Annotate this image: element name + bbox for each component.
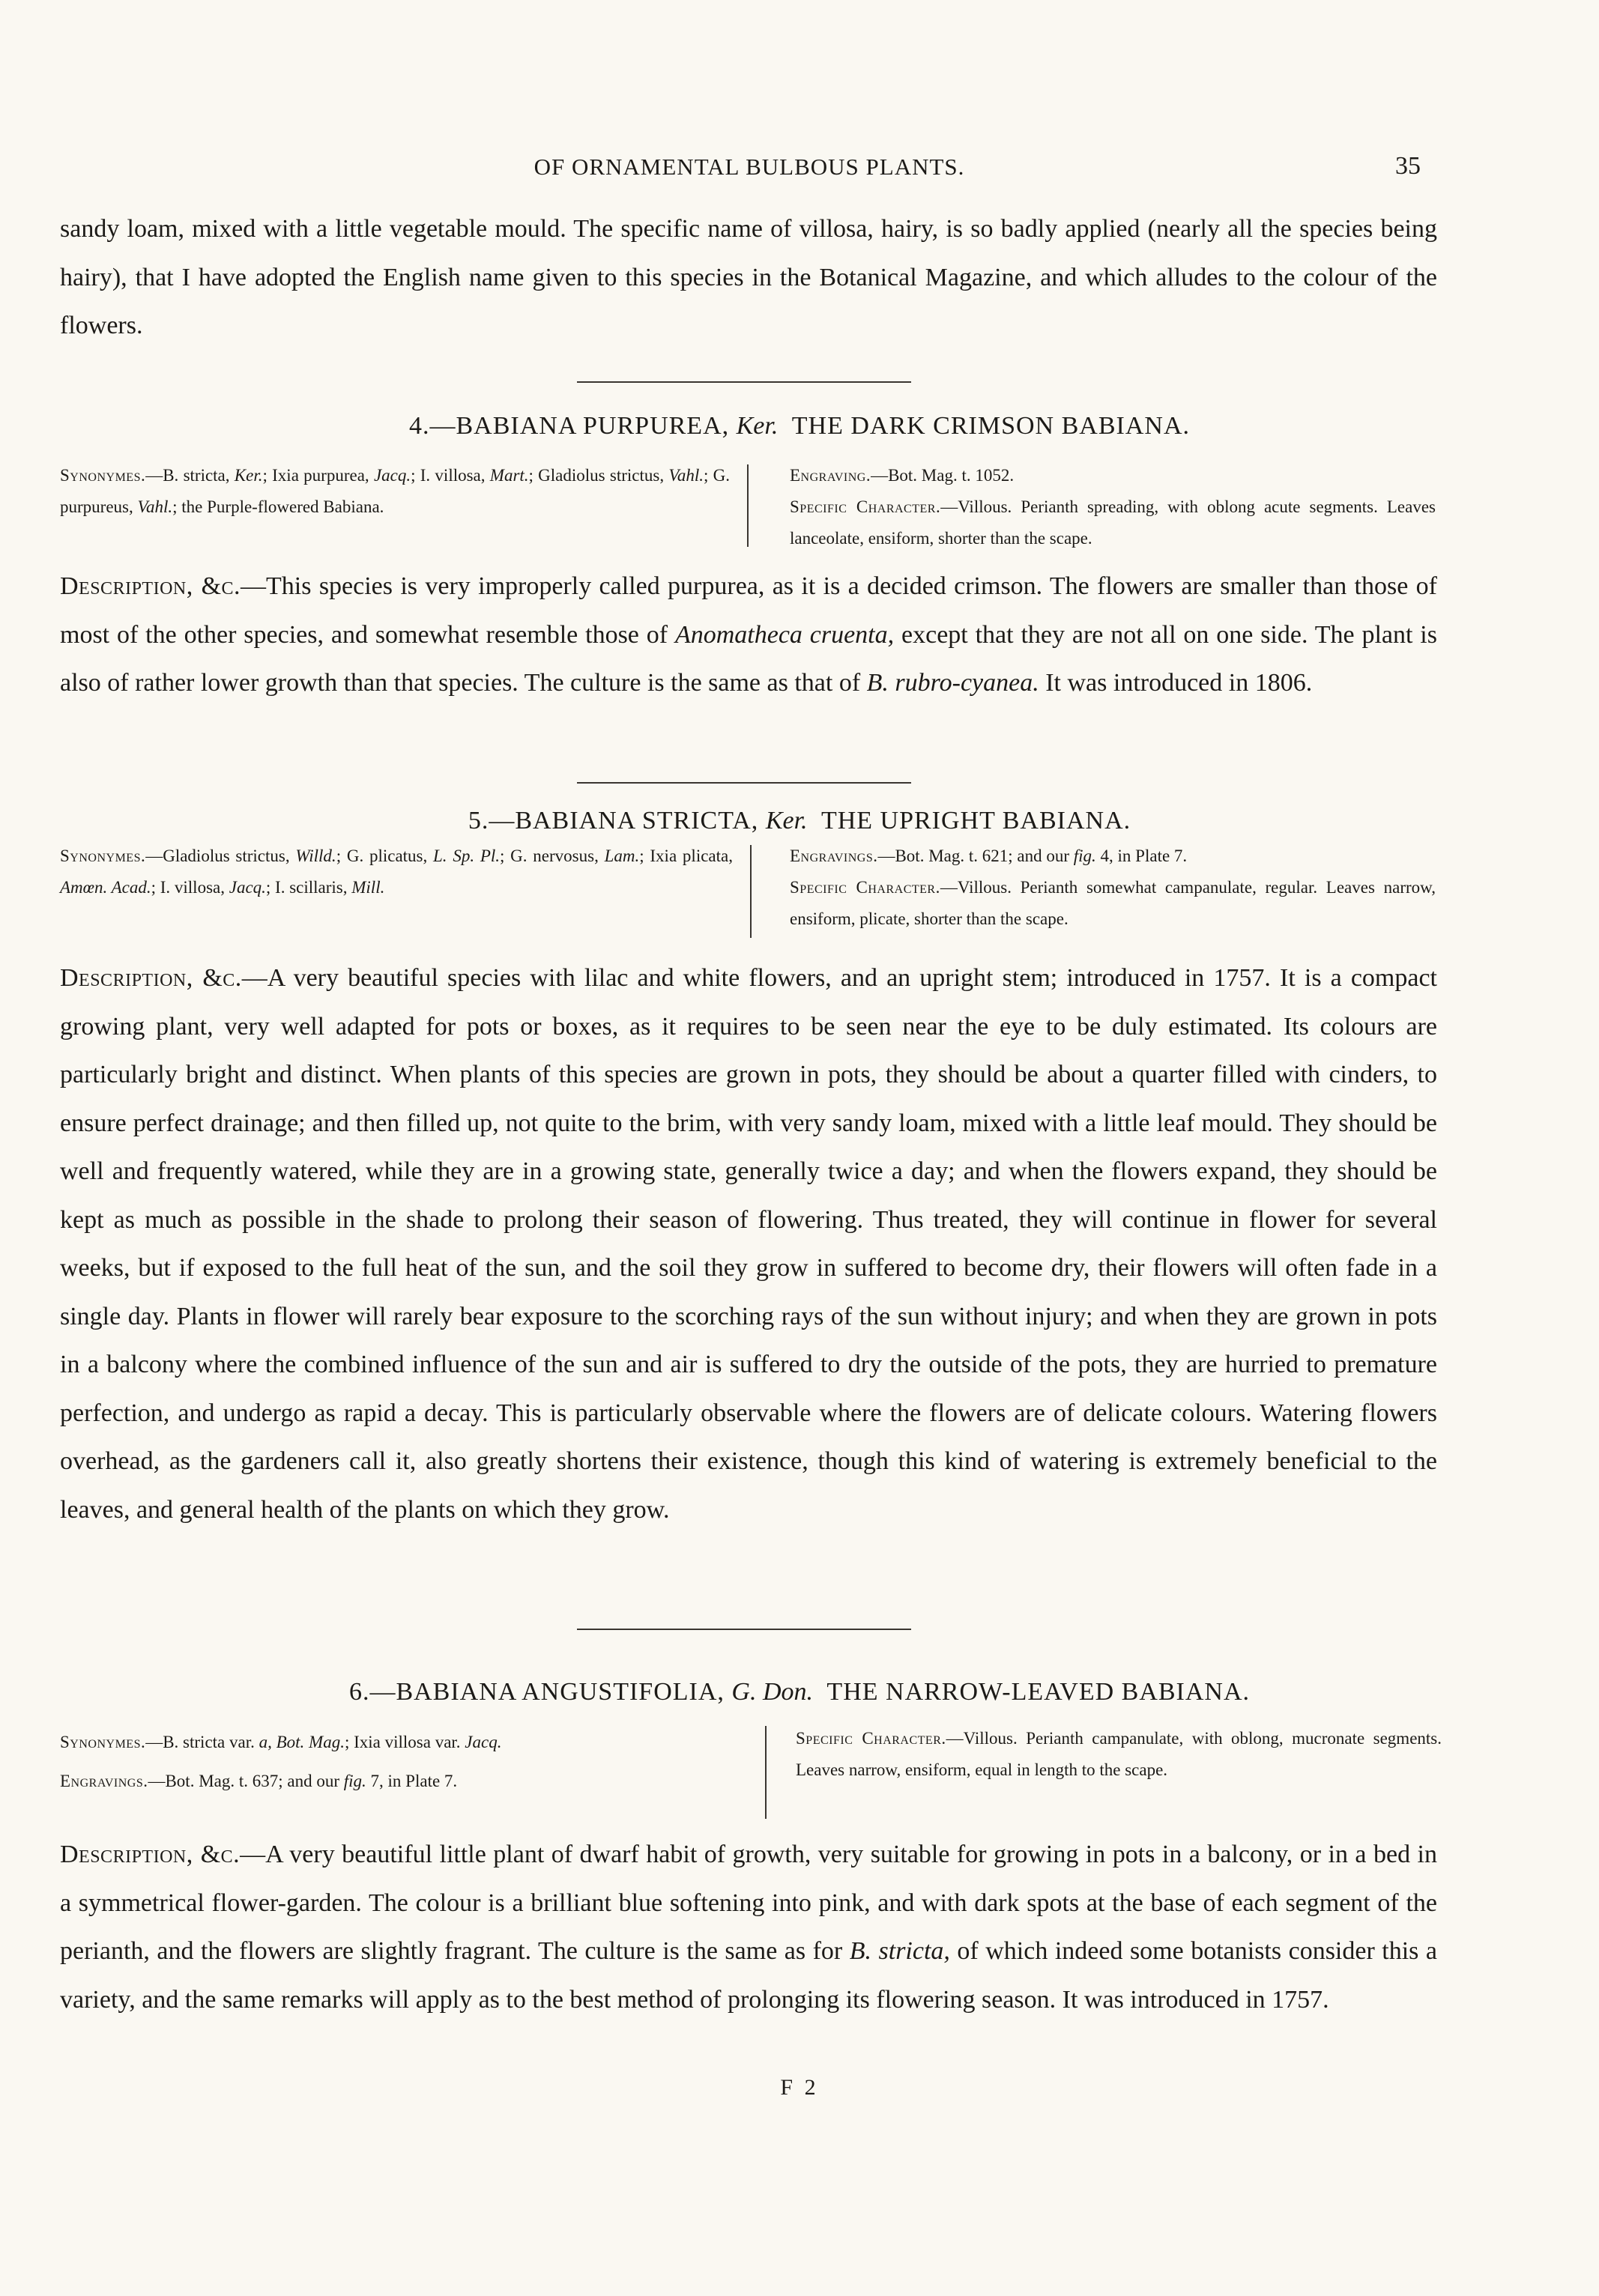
description-paragraph: Description, &c.—This species is very improperly called purpurea, as it is a decided crimson. The flowers are smaller than those of most of the other species, and somewhat resemble those of Anomatheca cruenta, except that they are not all on one side. The plant is also of rather lower growth than that species. The culture is the same as that of B. rubro-cyanea. It was introduced in 1806.	[60, 572, 1437, 697]
character-note: Engraving.—Bot. Mag. t. 1052. Specific Character.—Villous. Perianth spreading, with oblong acute segments. Leaves lanceolate, ensiform, shorter than the scape.	[790, 466, 1436, 548]
column-divider	[765, 1726, 767, 1819]
description-paragraph: Description, &c.—A very beautiful little plant of dwarf habit of growth, very suitable for growing in pots in a balcony, or in a bed in a symmetrical flower-garden. The colour is a brilliant blue softening into pink, and with dark spots at the base of each segment of the perianth, and the flowers are slightly fragrant. The culture is the same as for B. stricta, of which indeed some botanists consider this a variety, and the same remarks will apply as to the best method of prolonging its flowering season. It was introduced in 1757.	[60, 1841, 1437, 2014]
page-number: 35	[1395, 152, 1421, 180]
section-divider	[577, 381, 911, 383]
species-heading: 5.—BABIANA STRICTA, Ker. THE UPRIGHT BABIANA.	[468, 807, 1131, 835]
section-divider	[577, 782, 911, 784]
synonymes-note: Synonymes.—Gladiolus strictus, Willd.; G. plicatus, L. Sp. Pl.; G. nervosus, Lam.; Ixia plicata, Amœn. Acad.; I. villosa, Jacq.; I. scillaris, Mill.	[60, 846, 733, 897]
running-title: OF ORNAMENTAL BULBOUS PLANTS.	[533, 154, 965, 180]
column-divider	[750, 845, 752, 938]
species-heading: 6.—BABIANA ANGUSTIFOLIA, G. Don. THE NARROW-LEAVED BABIANA.	[348, 1678, 1251, 1706]
species-heading: 4.—BABIANA PURPUREA, Ker. THE DARK CRIMSON BABIANA.	[409, 412, 1190, 440]
description-paragraph: Description, &c.—A very beautiful species with lilac and white flowers, and an upright stem; introduced in 1757. It is a compact growing plant, very well adapted for pots or boxes, as it requires to be seen near the eye to be duly estimated. Its colours are particularly bright and distinct. When plants of this species are grown in pots, they should be about a quarter filled with cinders, to ensure perfect drainage; and then filled up, not quite to the brim, with very sandy loam, mixed with a little leaf mould. They should be well and frequently watered, while they are in a growing state, generally twice a day; and when the flowers expand, they should be kept as much as possible in the shade to prolong their season of flowering. Thus treated, they will continue in flower for several weeks, but if exposed to the full heat of the sun, and the soil they grow in suffered to become dry, their flowers will often fade in a single day. Plants in flower will rarely bear exposure to the scorching rays of the sun without injury; and when they are grown in pots in a balcony where the combined influence of the sun and air is suffered to dry the outside of the pots, they are hurried to premature perfection, and undergo as rapid a decay. This is particularly observable where the flowers are of delicate colours. Watering flowers overhead, as the gardeners call it, also greatly shortens their existence, though this kind of watering is extremely beneficial to the leaves, and general health of the plants on which they grow.	[60, 964, 1438, 1524]
character-note: Engravings.—Bot. Mag. t. 621; and our fig. 4, in Plate 7. Specific Character.—Villous. Perianth somewhat campanulate, regular. Leaves narrow, ensiform, plicate, shorter than the scape.	[790, 846, 1436, 928]
column-divider	[747, 464, 749, 547]
running-head	[0, 154, 1599, 184]
signature-mark: F 2	[780, 2075, 819, 2100]
section-divider	[577, 1629, 911, 1630]
intro-paragraph: sandy loam, mixed with a little vegetable mould. The specific name of villosa, hairy, is so badly applied (nearly all the species being hairy), that I have adopted the English name given to this species in the Botanical Magazine, and which alludes to the colour of the flowers.	[60, 215, 1437, 339]
synonymes-note: Synonymes.—B. stricta var. a, Bot. Mag.; Ixia villosa var. Jacq. Engravings.—Bot. Mag. t. 637; and our fig. 7, in Plate 7.	[60, 1733, 502, 1790]
character-note: Specific Character.—Villous. Perianth campanulate, with oblong, mucronate segments. Leaves narrow, ensiform, equal in length to the scape.	[796, 1729, 1442, 1779]
synonymes-note: Synonymes.—B. stricta, Ker.; Ixia purpurea, Jacq.; I. villosa, Mart.; Gladiolus strictus, Vahl.; G. purpureus, Vahl.; the Purple-flowered Babiana.	[60, 466, 730, 516]
